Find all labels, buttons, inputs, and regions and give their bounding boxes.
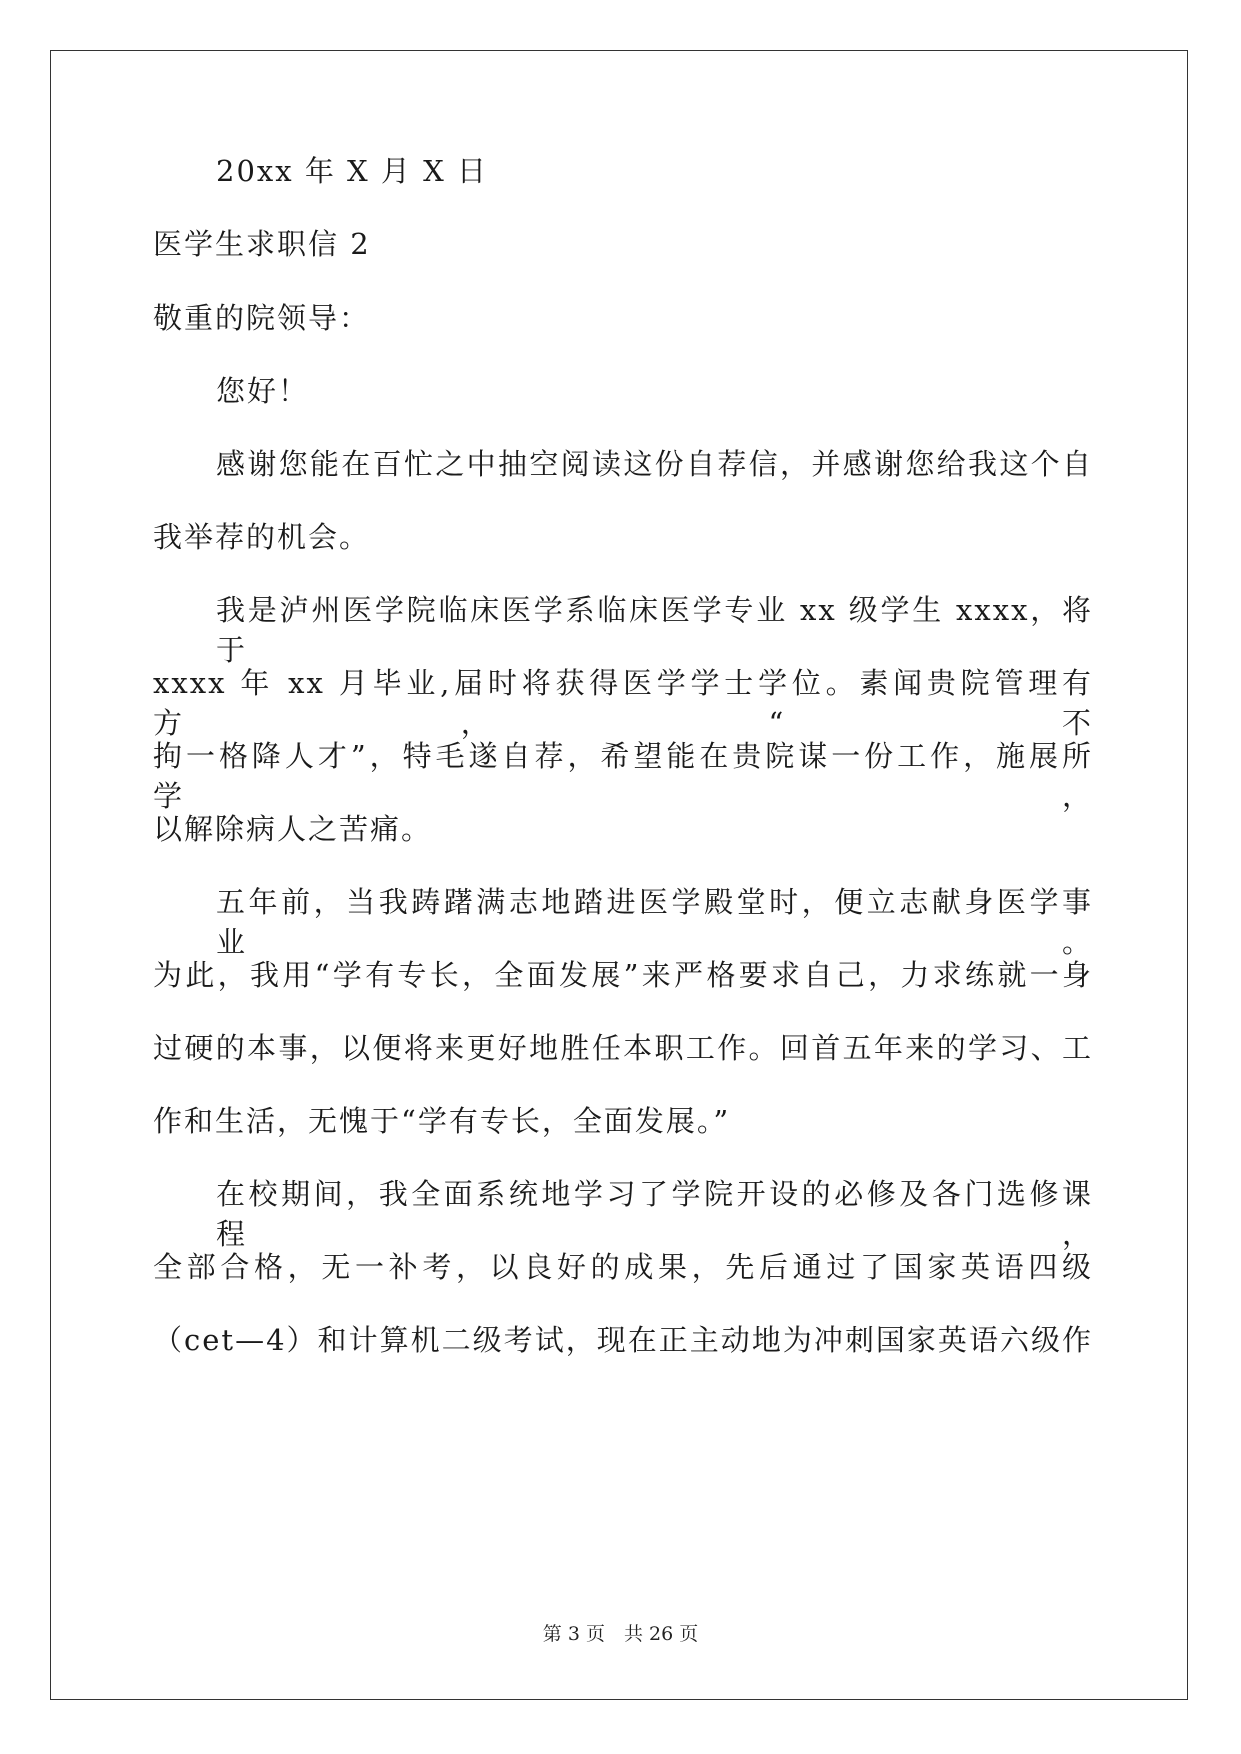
- body-line: （cet—4）和计算机二级考试，现在正主动地为冲刺国家英语六级作: [153, 1323, 1093, 1357]
- body-line: 以解除病人之苦痛。: [153, 812, 433, 846]
- body-line: 作和生活，无愧于“学有专长，全面发展。”: [153, 1104, 731, 1138]
- body-line: 我举荐的机会。: [153, 520, 371, 554]
- body-line: 五年前，当我踌躇满志地踏进医学殿堂时，便立志献身医学事业。: [216, 885, 1093, 959]
- body-line: 感谢您能在百忙之中抽空阅读这份自荐信，并感谢您给我这个自: [216, 447, 1093, 481]
- body-line: 拘一格降人才”，特毛遂自荐，希望能在贵院谋一份工作，施展所学，: [153, 739, 1093, 813]
- body-line: 过硬的本事，以便将来更好地胜任本职工作。回首五年来的学习、工: [153, 1031, 1093, 1065]
- page-number-footer: 第 3 页 共 26 页: [542, 1623, 699, 1645]
- date-line: 20xx 年 X 月 X 日: [216, 154, 488, 188]
- letter-title: 医学生求职信 2: [153, 227, 371, 261]
- body-line: 在校期间，我全面系统地学习了学院开设的必修及各门选修课程，: [216, 1177, 1093, 1251]
- greeting: 您好！: [216, 374, 310, 408]
- body-line: 全部合格，无一补考，以良好的成果，先后通过了国家英语四级: [153, 1250, 1093, 1284]
- salutation: 敬重的院领导：: [153, 301, 371, 335]
- body-line: 为此，我用“学有专长，全面发展”来严格要求自己，力求练就一身: [153, 958, 1093, 992]
- body-line: xxxx 年 xx 月毕业,届时将获得医学学士学位。素闻贵院管理有方，“不: [153, 666, 1093, 740]
- body-line: 我是泸州医学院临床医学系临床医学专业 xx 级学生 xxxx，将于: [216, 593, 1093, 667]
